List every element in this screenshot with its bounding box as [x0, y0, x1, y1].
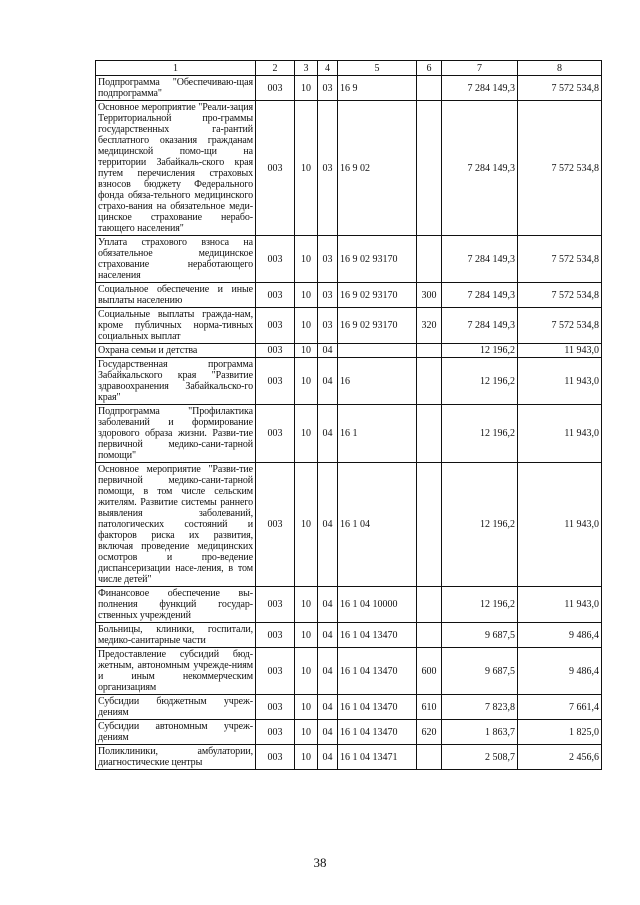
row-expense-type — [417, 405, 442, 463]
row-name: Субсидии бюджетным учреж-дениям — [96, 695, 256, 720]
row-amount-year2: 11 943,0 — [518, 405, 602, 463]
row-expense-type: 320 — [417, 308, 442, 344]
row-expense-type: 620 — [417, 720, 442, 745]
row-name: Больницы, клиники, госпитали, медико-санитарные части — [96, 623, 256, 648]
header-row — [96, 61, 602, 76]
row-amount-year1: 7 284 149,3 — [442, 308, 518, 344]
row-amount-year2: 7 572 534,8 — [518, 76, 602, 101]
row-expense-type — [417, 236, 442, 283]
row-target-code: 16 9 02 — [338, 101, 417, 236]
row-section: 10 — [295, 344, 318, 358]
row-expense-type — [417, 463, 442, 587]
row-target-code: 16 9 02 93170 — [338, 308, 417, 344]
row-expense-type — [417, 344, 442, 358]
table-row — [96, 648, 602, 695]
table-row — [96, 587, 602, 623]
row-ministry-code: 003 — [256, 101, 295, 236]
table-row — [96, 101, 602, 236]
header-col-2: 2 — [256, 61, 295, 76]
row-target-code: 16 1 04 13470 — [338, 648, 417, 695]
row-subsection: 04 — [318, 745, 338, 770]
row-amount-year2: 7 572 534,8 — [518, 283, 602, 308]
row-name: Предоставление субсидий бюд-жетным, автономным учрежде-ниям и иным некоммерческим организациям — [96, 648, 256, 695]
row-subsection: 04 — [318, 405, 338, 463]
row-name: Социальное обеспечение и иные выплаты населению — [96, 283, 256, 308]
row-target-code: 16 9 02 93170 — [338, 283, 417, 308]
row-ministry-code: 003 — [256, 623, 295, 648]
row-section: 10 — [295, 101, 318, 236]
row-section: 10 — [295, 283, 318, 308]
row-amount-year1: 12 196,2 — [442, 344, 518, 358]
row-amount-year2: 7 572 534,8 — [518, 236, 602, 283]
row-amount-year1: 12 196,2 — [442, 358, 518, 405]
row-target-code: 16 1 04 — [338, 463, 417, 587]
header-col-1: 1 — [96, 61, 256, 76]
row-name: Финансовое обеспечение вы-полнения функций государ-ственных учреждений — [96, 587, 256, 623]
header-col-5: 5 — [338, 61, 417, 76]
row-target-code: 16 1 — [338, 405, 417, 463]
row-name: Основное мероприятие "Разви-тие первичной медико-сани-тарной помощи, в том числе сельским жителям. Развитие системы раннего выявления заболеваний, патологических состояний и факторов риска их развития, включая проведение медицинских осмотров и про-ведение диспансеризации насе-ления, в том числе детей" — [96, 463, 256, 587]
row-ministry-code: 003 — [256, 463, 295, 587]
table-row — [96, 344, 602, 358]
row-name: Подпрограмма "Профилактика заболеваний и формирование здорового образа жизни. Разви-тие первичной медико-сани-тарной помощи" — [96, 405, 256, 463]
table-row — [96, 358, 602, 405]
row-ministry-code: 003 — [256, 587, 295, 623]
row-section: 10 — [295, 745, 318, 770]
row-amount-year1: 12 196,2 — [442, 463, 518, 587]
row-expense-type — [417, 101, 442, 236]
row-amount-year1: 7 284 149,3 — [442, 76, 518, 101]
row-expense-type: 610 — [417, 695, 442, 720]
row-expense-type — [417, 623, 442, 648]
row-subsection: 04 — [318, 623, 338, 648]
row-amount-year2: 2 456,6 — [518, 745, 602, 770]
row-ministry-code: 003 — [256, 344, 295, 358]
table-row — [96, 623, 602, 648]
row-ministry-code: 003 — [256, 76, 295, 101]
table-row — [96, 308, 602, 344]
row-amount-year2: 9 486,4 — [518, 623, 602, 648]
row-section: 10 — [295, 308, 318, 344]
row-name: Подпрограмма "Обеспечиваю-щая подпрограмма" — [96, 76, 256, 101]
row-amount-year1: 1 863,7 — [442, 720, 518, 745]
row-ministry-code: 003 — [256, 720, 295, 745]
row-section: 10 — [295, 720, 318, 745]
table-row — [96, 283, 602, 308]
row-ministry-code: 003 — [256, 695, 295, 720]
row-section: 10 — [295, 236, 318, 283]
row-name: Государственная программа Забайкальского края "Развитие здравоохранения Забайкальско-го края" — [96, 358, 256, 405]
row-target-code: 16 1 04 13470 — [338, 623, 417, 648]
row-target-code: 16 1 04 13470 — [338, 695, 417, 720]
row-amount-year2: 1 825,0 — [518, 720, 602, 745]
row-amount-year1: 7 823,8 — [442, 695, 518, 720]
row-amount-year1: 2 508,7 — [442, 745, 518, 770]
row-expense-type — [417, 76, 442, 101]
row-target-code — [338, 344, 417, 358]
row-ministry-code: 003 — [256, 405, 295, 463]
table-row — [96, 720, 602, 745]
table-row — [96, 76, 602, 101]
row-name: Основное мероприятие "Реали-зация Территориальной про-граммы государственных га-рантий бесплатного оказания гражданам медицинской помо-щи на территории Забайкаль-ского края путем перечисления страховых взносов бюджету Федерального фонда обяза-тельного медицинского страхо-вания на обязательное меди-цинское страхование нерабо-тающего населения" — [96, 101, 256, 236]
row-target-code: 16 1 04 13471 — [338, 745, 417, 770]
row-ministry-code: 003 — [256, 236, 295, 283]
row-subsection: 03 — [318, 308, 338, 344]
row-subsection: 04 — [318, 587, 338, 623]
row-amount-year2: 11 943,0 — [518, 344, 602, 358]
header-col-3: 3 — [295, 61, 318, 76]
row-target-code: 16 9 — [338, 76, 417, 101]
row-subsection: 04 — [318, 463, 338, 587]
row-subsection: 03 — [318, 101, 338, 236]
header-col-7: 7 — [442, 61, 518, 76]
header-col-4: 4 — [318, 61, 338, 76]
row-expense-type: 300 — [417, 283, 442, 308]
row-section: 10 — [295, 405, 318, 463]
row-subsection: 04 — [318, 344, 338, 358]
row-amount-year1: 7 284 149,3 — [442, 101, 518, 236]
table-row — [96, 695, 602, 720]
row-section: 10 — [295, 463, 318, 587]
row-target-code: 16 9 02 93170 — [338, 236, 417, 283]
row-subsection: 03 — [318, 236, 338, 283]
row-amount-year1: 7 284 149,3 — [442, 236, 518, 283]
row-amount-year2: 11 943,0 — [518, 587, 602, 623]
row-expense-type: 600 — [417, 648, 442, 695]
row-name: Охрана семьи и детства — [96, 344, 256, 358]
row-subsection: 04 — [318, 648, 338, 695]
row-amount-year2: 11 943,0 — [518, 358, 602, 405]
row-section: 10 — [295, 648, 318, 695]
table-row — [96, 236, 602, 283]
row-subsection: 04 — [318, 358, 338, 405]
row-amount-year2: 7 572 534,8 — [518, 308, 602, 344]
table-row — [96, 405, 602, 463]
row-target-code: 16 1 04 10000 — [338, 587, 417, 623]
row-ministry-code: 003 — [256, 648, 295, 695]
row-ministry-code: 003 — [256, 283, 295, 308]
header-col-6: 6 — [417, 61, 442, 76]
row-amount-year1: 12 196,2 — [442, 587, 518, 623]
row-ministry-code: 003 — [256, 745, 295, 770]
row-subsection: 03 — [318, 76, 338, 101]
row-section: 10 — [295, 623, 318, 648]
row-section: 10 — [295, 695, 318, 720]
row-target-code: 16 1 04 13470 — [338, 720, 417, 745]
row-expense-type — [417, 587, 442, 623]
row-section: 10 — [295, 587, 318, 623]
table-row — [96, 745, 602, 770]
row-amount-year2: 11 943,0 — [518, 463, 602, 587]
row-name: Субсидии автономным учреж-дениям — [96, 720, 256, 745]
row-expense-type — [417, 745, 442, 770]
row-section: 10 — [295, 76, 318, 101]
header-col-8: 8 — [518, 61, 602, 76]
page-number: 38 — [313, 855, 327, 870]
row-amount-year2: 9 486,4 — [518, 648, 602, 695]
budget-table — [95, 60, 602, 770]
row-amount-year1: 12 196,2 — [442, 405, 518, 463]
row-subsection: 04 — [318, 720, 338, 745]
table-row — [96, 463, 602, 587]
row-section: 10 — [295, 358, 318, 405]
row-ministry-code: 003 — [256, 358, 295, 405]
row-amount-year1: 9 687,5 — [442, 648, 518, 695]
row-name: Социальные выплаты гражда-нам, кроме публичных норма-тивных социальных выплат — [96, 308, 256, 344]
row-name: Уплата страхового взноса на обязательное медицинское страхование неработающего населения — [96, 236, 256, 283]
row-target-code: 16 — [338, 358, 417, 405]
row-amount-year1: 9 687,5 — [442, 623, 518, 648]
row-ministry-code: 003 — [256, 308, 295, 344]
row-amount-year2: 7 572 534,8 — [518, 101, 602, 236]
row-subsection: 04 — [318, 695, 338, 720]
row-expense-type — [417, 358, 442, 405]
row-name: Поликлиники, амбулатории, диагностические центры — [96, 745, 256, 770]
row-amount-year1: 7 284 149,3 — [442, 283, 518, 308]
row-amount-year2: 7 661,4 — [518, 695, 602, 720]
row-subsection: 03 — [318, 283, 338, 308]
